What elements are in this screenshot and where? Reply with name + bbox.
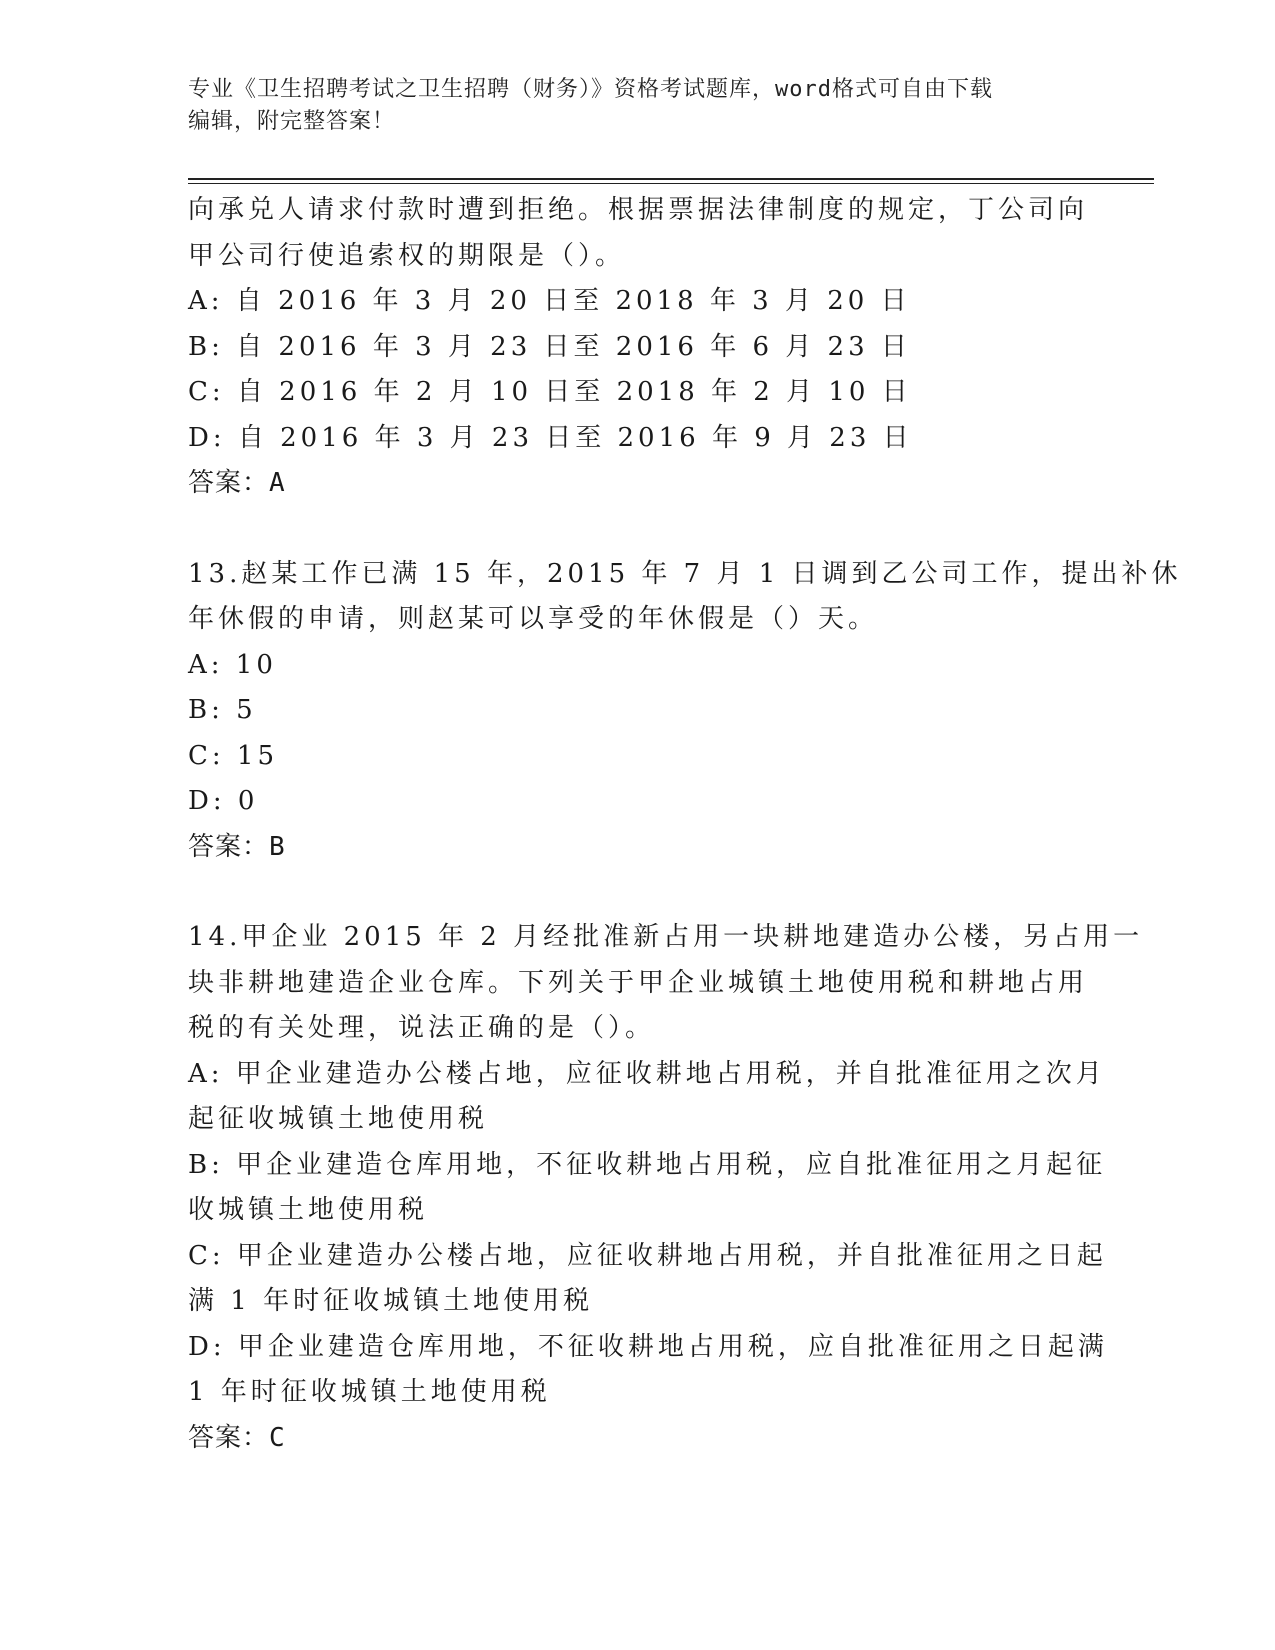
document-header	[188, 74, 1088, 138]
spacer	[188, 870, 1088, 915]
header-line-1: 专业《卫生招聘考试之卫生招聘（财务）》资格考试题库，word格式可自由下载	[188, 77, 993, 102]
option-a: A: 10	[188, 649, 277, 680]
question-stem-line: 块非耕地建造企业仓库。下列关于甲企业城镇土地使用税和耕地占用	[188, 967, 1089, 998]
spacer	[188, 507, 1088, 552]
option-c: C: 15	[188, 740, 279, 771]
header-rule-thin	[188, 183, 1154, 184]
option-a: A: 甲企业建造办公楼占地，应征收耕地占用税，并自批准征用之次月	[188, 1058, 1106, 1089]
question-14	[188, 915, 1144, 1461]
header-rule-thick	[188, 178, 1154, 180]
question-stem-line: 年休假的申请，则赵某可以享受的年休假是（）天。	[188, 604, 879, 634]
option-c-continued: 满 1 年时征收城镇土地使用税	[188, 1286, 594, 1316]
question-stem-line: 税的有关处理，说法正确的是（）。	[188, 1013, 656, 1043]
option-b: B: 5	[188, 695, 257, 725]
question-stem-line: 甲公司行使追索权的期限是（）。	[188, 240, 626, 271]
option-b: B: 自 2016 年 3 月 23 日至 2016 年 6 月 23 日	[188, 331, 911, 362]
answer-label: 答案：B	[188, 831, 286, 862]
option-b: B: 甲企业建造仓库用地，不征收耕地占用税，应自批准征用之月起征	[188, 1149, 1107, 1180]
option-d-continued: 1 年时征收城镇土地使用税	[188, 1377, 551, 1407]
option-d: D: 自 2016 年 3 月 23 日至 2016 年 9 月 23 日	[188, 422, 913, 453]
option-b-continued: 收城镇土地使用税	[188, 1195, 429, 1225]
option-d: D: 甲企业建造仓库用地，不征收耕地占用税，应自批准征用之日起满	[188, 1331, 1108, 1362]
option-c: C: 甲企业建造办公楼占地，应征收耕地占用税，并自批准征用之日起	[188, 1240, 1107, 1271]
option-c: C: 自 2016 年 2 月 10 日至 2018 年 2 月 10 日	[188, 377, 912, 407]
header-line-2: 编辑，附完整答案！	[188, 109, 396, 134]
question-stem-line: 13.赵某工作已满 15 年，2015 年 7 月 1 日调到乙公司工作，提出补休	[188, 558, 1182, 589]
question-content	[188, 188, 1182, 1461]
question-13	[188, 552, 1182, 871]
answer-label: 答案：C	[188, 1422, 286, 1453]
question-stem-line: 14.甲企业 2015 年 2 月经批准新占用一块耕地建造办公楼，另占用一	[188, 922, 1144, 952]
question-stem-line: 向承兑人请求付款时遭到拒绝。根据票据法律制度的规定，丁公司向	[188, 195, 1089, 225]
answer-label: 答案：A	[188, 468, 286, 498]
option-a: A: 自 2016 年 3 月 20 日至 2018 年 3 月 20 日	[188, 286, 911, 316]
option-a-continued: 起征收城镇土地使用税	[188, 1104, 489, 1134]
question-12	[188, 188, 1088, 507]
option-d: D: 0	[188, 786, 259, 816]
